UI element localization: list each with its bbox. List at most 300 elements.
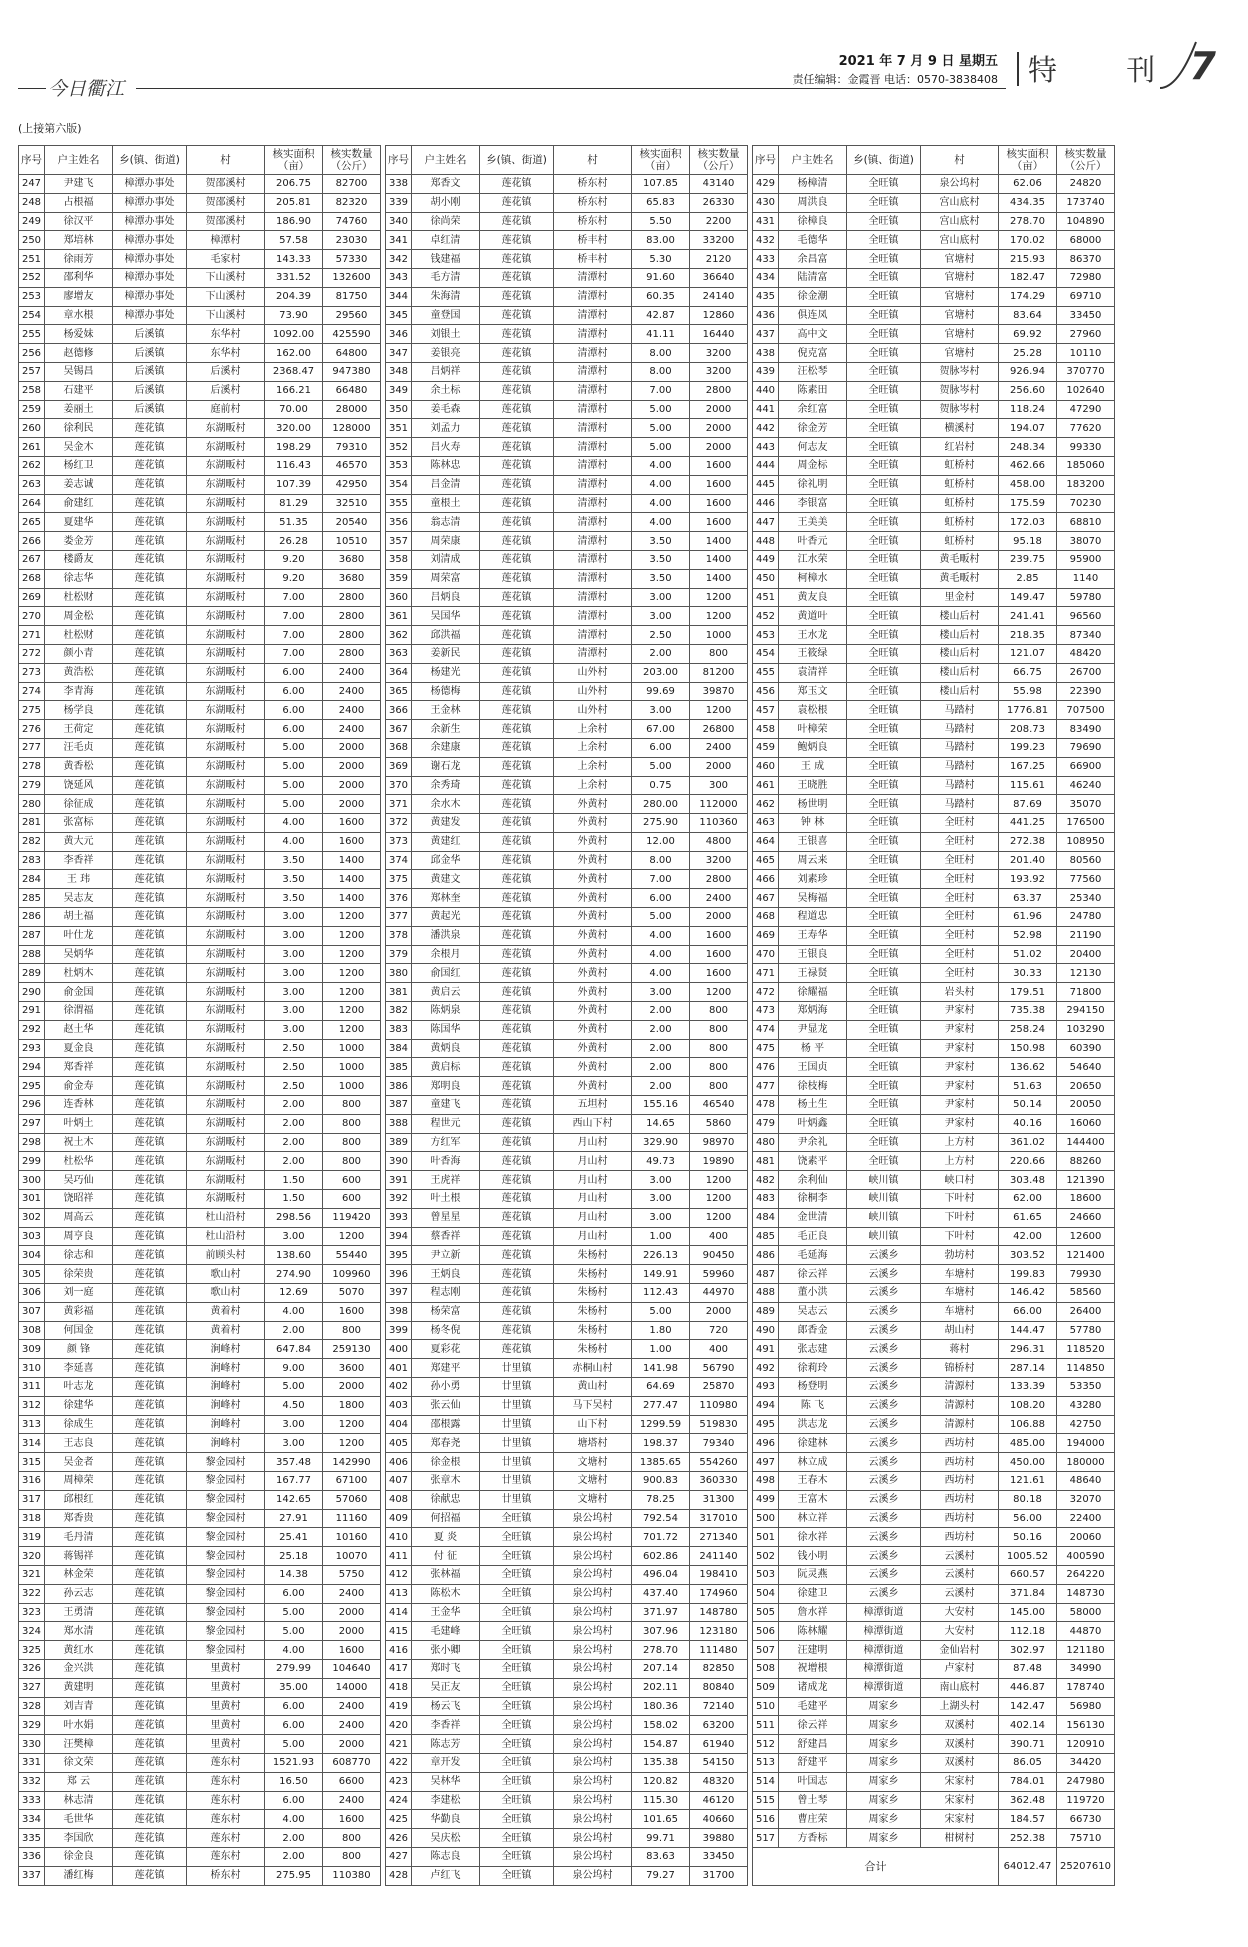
verified-quantity: 48420 bbox=[1057, 644, 1115, 663]
verified-area: 320.00 bbox=[265, 419, 323, 438]
verified-quantity: 6600 bbox=[323, 1772, 381, 1791]
verified-area: 485.00 bbox=[999, 1434, 1057, 1453]
verified-quantity: 3200 bbox=[690, 344, 748, 363]
household-head: 张林福 bbox=[412, 1565, 480, 1584]
township: 莲花镇 bbox=[480, 626, 554, 645]
household-head: 林立成 bbox=[779, 1453, 847, 1472]
village: 东湖畈村 bbox=[187, 1096, 265, 1115]
township: 莲花镇 bbox=[480, 926, 554, 945]
row-number: 494 bbox=[753, 1396, 779, 1415]
village: 涧峰村 bbox=[187, 1396, 265, 1415]
table-row bbox=[19, 325, 381, 344]
household-head: 郑水清 bbox=[45, 1622, 113, 1641]
village: 泉公坞村 bbox=[554, 1810, 632, 1829]
verified-quantity: 2800 bbox=[690, 870, 748, 889]
village: 全旺村 bbox=[921, 814, 999, 833]
table-row bbox=[19, 1847, 381, 1866]
township: 莲花镇 bbox=[113, 1190, 187, 1209]
verified-quantity: 2400 bbox=[323, 701, 381, 720]
village: 楼山后村 bbox=[921, 626, 999, 645]
verified-area: 6.00 bbox=[265, 1716, 323, 1735]
table-row bbox=[19, 287, 381, 306]
verified-area: 3.00 bbox=[632, 607, 690, 626]
row-number: 286 bbox=[19, 908, 45, 927]
table-row bbox=[753, 1603, 1115, 1622]
subsidy-table-3 bbox=[752, 145, 1115, 1886]
township: 莲花镇 bbox=[113, 1716, 187, 1735]
township: 莲花镇 bbox=[480, 588, 554, 607]
village: 莲东村 bbox=[187, 1753, 265, 1772]
household-head: 林金荣 bbox=[45, 1565, 113, 1584]
table-row bbox=[386, 1735, 748, 1754]
verified-area: 2.00 bbox=[632, 1039, 690, 1058]
table-row bbox=[753, 1246, 1115, 1265]
village: 勃坊村 bbox=[921, 1246, 999, 1265]
verified-quantity: 70230 bbox=[1057, 494, 1115, 513]
table-row bbox=[386, 1584, 748, 1603]
table-row bbox=[753, 550, 1115, 569]
verified-area: 6.00 bbox=[265, 1791, 323, 1810]
verified-area: 2.50 bbox=[265, 1058, 323, 1077]
household-head: 尹余礼 bbox=[779, 1133, 847, 1152]
household-head: 汪毛贞 bbox=[45, 738, 113, 757]
township: 莲花镇 bbox=[113, 626, 187, 645]
row-number: 394 bbox=[386, 1227, 412, 1246]
verified-quantity: 720 bbox=[690, 1321, 748, 1340]
verified-area: 66.00 bbox=[999, 1302, 1057, 1321]
verified-quantity: 27960 bbox=[1057, 325, 1115, 344]
household-head: 郑 云 bbox=[45, 1772, 113, 1791]
village: 泉公坞村 bbox=[554, 1772, 632, 1791]
township: 莲花镇 bbox=[480, 983, 554, 1002]
village: 清潭村 bbox=[554, 306, 632, 325]
verified-area: 792.54 bbox=[632, 1509, 690, 1528]
township: 全旺镇 bbox=[480, 1622, 554, 1641]
verified-area: 61.96 bbox=[999, 908, 1057, 927]
verified-area: 5.30 bbox=[632, 250, 690, 269]
row-number: 378 bbox=[386, 926, 412, 945]
township: 莲花镇 bbox=[480, 738, 554, 757]
verified-quantity: 121400 bbox=[1057, 1246, 1115, 1265]
verified-quantity: 55440 bbox=[323, 1246, 381, 1265]
household-head: 吴林华 bbox=[412, 1772, 480, 1791]
village: 东湖畈村 bbox=[187, 1020, 265, 1039]
row-number: 357 bbox=[386, 532, 412, 551]
village: 月山村 bbox=[554, 1152, 632, 1171]
verified-area: 462.66 bbox=[999, 456, 1057, 475]
township: 樟潭街道 bbox=[847, 1622, 921, 1641]
household-head: 洪志龙 bbox=[779, 1415, 847, 1434]
household-head: 郑炳海 bbox=[779, 1002, 847, 1021]
village: 东湖畈村 bbox=[187, 438, 265, 457]
household-head: 王虎祥 bbox=[412, 1171, 480, 1190]
township: 全旺镇 bbox=[847, 607, 921, 626]
township: 廿里镇 bbox=[480, 1471, 554, 1490]
column-header: 核实数量（公斤） bbox=[690, 146, 748, 175]
row-number: 321 bbox=[19, 1565, 45, 1584]
township: 莲花镇 bbox=[113, 983, 187, 1002]
village: 东湖畈村 bbox=[187, 1133, 265, 1152]
table-row bbox=[386, 607, 748, 626]
row-number: 454 bbox=[753, 644, 779, 663]
verified-quantity: 3600 bbox=[323, 1359, 381, 1378]
column-header: 村 bbox=[921, 146, 999, 175]
row-number: 382 bbox=[386, 1002, 412, 1021]
village: 黎金园村 bbox=[187, 1528, 265, 1547]
row-number: 268 bbox=[19, 569, 45, 588]
township: 全旺镇 bbox=[847, 400, 921, 419]
township: 莲花镇 bbox=[113, 588, 187, 607]
household-head: 朱海清 bbox=[412, 287, 480, 306]
verified-area: 2.00 bbox=[632, 1020, 690, 1039]
township: 全旺镇 bbox=[847, 325, 921, 344]
household-head: 余秀琦 bbox=[412, 776, 480, 795]
table-row bbox=[753, 362, 1115, 381]
village: 大安村 bbox=[921, 1603, 999, 1622]
village: 黄山村 bbox=[554, 1378, 632, 1397]
household-head: 颜 锋 bbox=[45, 1340, 113, 1359]
verified-quantity: 2000 bbox=[323, 757, 381, 776]
household-head: 邱金华 bbox=[412, 851, 480, 870]
table-row bbox=[19, 1133, 381, 1152]
township: 莲花镇 bbox=[480, 1171, 554, 1190]
verified-quantity: 40660 bbox=[690, 1810, 748, 1829]
table-row bbox=[19, 1171, 381, 1190]
table-row bbox=[19, 1772, 381, 1791]
township: 莲花镇 bbox=[480, 532, 554, 551]
household-head: 程志刚 bbox=[412, 1284, 480, 1303]
verified-area: 4.00 bbox=[265, 814, 323, 833]
row-number: 326 bbox=[19, 1659, 45, 1678]
township: 全旺镇 bbox=[847, 1058, 921, 1077]
village: 西坊村 bbox=[921, 1471, 999, 1490]
verified-quantity: 1600 bbox=[323, 1641, 381, 1660]
verified-quantity: 42950 bbox=[323, 475, 381, 494]
verified-area: 5.00 bbox=[632, 908, 690, 927]
verified-area: 215.93 bbox=[999, 250, 1057, 269]
township: 云溪乡 bbox=[847, 1490, 921, 1509]
verified-quantity: 3200 bbox=[690, 851, 748, 870]
village: 峡口村 bbox=[921, 1171, 999, 1190]
table-row bbox=[386, 1340, 748, 1359]
township: 莲花镇 bbox=[480, 757, 554, 776]
township: 莲花镇 bbox=[113, 1246, 187, 1265]
township: 莲花镇 bbox=[480, 550, 554, 569]
village: 东湖畈村 bbox=[187, 832, 265, 851]
household-head: 曾土琴 bbox=[779, 1791, 847, 1810]
village: 泉公坞村 bbox=[554, 1565, 632, 1584]
row-number: 361 bbox=[386, 607, 412, 626]
row-number: 305 bbox=[19, 1265, 45, 1284]
verified-area: 203.00 bbox=[632, 663, 690, 682]
verified-quantity: 33450 bbox=[1057, 306, 1115, 325]
row-number: 322 bbox=[19, 1584, 45, 1603]
township: 云溪乡 bbox=[847, 1415, 921, 1434]
verified-area: 175.59 bbox=[999, 494, 1057, 513]
village: 黎金园村 bbox=[187, 1641, 265, 1660]
household-head: 徐金潮 bbox=[779, 287, 847, 306]
table-row bbox=[386, 1359, 748, 1378]
row-number: 466 bbox=[753, 870, 779, 889]
row-number: 346 bbox=[386, 325, 412, 344]
verified-quantity: 425590 bbox=[323, 325, 381, 344]
verified-area: 446.87 bbox=[999, 1678, 1057, 1697]
verified-quantity: 95900 bbox=[1057, 550, 1115, 569]
household-head: 陈炳泉 bbox=[412, 1002, 480, 1021]
row-number: 451 bbox=[753, 588, 779, 607]
table-row bbox=[386, 889, 748, 908]
village: 清潭村 bbox=[554, 569, 632, 588]
village: 五坦村 bbox=[554, 1096, 632, 1115]
village: 泉公坞村 bbox=[554, 1547, 632, 1566]
table-row bbox=[19, 889, 381, 908]
row-number: 423 bbox=[386, 1772, 412, 1791]
household-head: 郑香贵 bbox=[45, 1509, 113, 1528]
row-number: 323 bbox=[19, 1603, 45, 1622]
verified-quantity: 144400 bbox=[1057, 1133, 1115, 1152]
township: 全旺镇 bbox=[480, 1772, 554, 1791]
village: 尹家村 bbox=[921, 1020, 999, 1039]
table-row bbox=[19, 1565, 381, 1584]
verified-quantity: 271340 bbox=[690, 1528, 748, 1547]
row-number: 273 bbox=[19, 663, 45, 682]
verified-quantity: 1400 bbox=[323, 851, 381, 870]
township: 全旺镇 bbox=[480, 1716, 554, 1735]
verified-area: 278.70 bbox=[632, 1641, 690, 1660]
row-number: 280 bbox=[19, 795, 45, 814]
household-head: 徐建华 bbox=[45, 1396, 113, 1415]
verified-quantity: 600 bbox=[323, 1171, 381, 1190]
row-number: 289 bbox=[19, 964, 45, 983]
verified-area: 12.00 bbox=[632, 832, 690, 851]
township: 莲花镇 bbox=[113, 1077, 187, 1096]
township: 全旺镇 bbox=[847, 532, 921, 551]
township: 云溪乡 bbox=[847, 1434, 921, 1453]
village: 泉公坞村 bbox=[554, 1641, 632, 1660]
township: 峡川镇 bbox=[847, 1190, 921, 1209]
verified-quantity: 2000 bbox=[690, 400, 748, 419]
table-row bbox=[386, 1415, 748, 1434]
household-head: 黄建红 bbox=[412, 832, 480, 851]
township: 莲花镇 bbox=[113, 1847, 187, 1866]
verified-area: 302.97 bbox=[999, 1641, 1057, 1660]
verified-area: 1.00 bbox=[632, 1227, 690, 1246]
row-number: 254 bbox=[19, 306, 45, 325]
township: 廿里镇 bbox=[480, 1490, 554, 1509]
verified-area: 172.03 bbox=[999, 513, 1057, 532]
table-row bbox=[386, 644, 748, 663]
household-head: 余水木 bbox=[412, 795, 480, 814]
verified-area: 3.00 bbox=[265, 1415, 323, 1434]
verified-quantity: 59960 bbox=[690, 1265, 748, 1284]
village: 朱杨村 bbox=[554, 1321, 632, 1340]
row-number: 247 bbox=[19, 175, 45, 194]
table-header-row bbox=[19, 146, 381, 175]
row-number: 299 bbox=[19, 1152, 45, 1171]
verified-area: 204.39 bbox=[265, 287, 323, 306]
household-head: 刘吉青 bbox=[45, 1697, 113, 1716]
verified-quantity: 1400 bbox=[690, 569, 748, 588]
village: 桥丰村 bbox=[554, 231, 632, 250]
village: 里黄村 bbox=[187, 1716, 265, 1735]
verified-quantity: 2400 bbox=[323, 1791, 381, 1810]
verified-quantity: 119420 bbox=[323, 1208, 381, 1227]
row-number: 516 bbox=[753, 1810, 779, 1829]
household-head: 叶炳土 bbox=[45, 1114, 113, 1133]
household-head: 饶延风 bbox=[45, 776, 113, 795]
household-head: 王禄贤 bbox=[779, 964, 847, 983]
township: 峡川镇 bbox=[847, 1208, 921, 1227]
row-number: 483 bbox=[753, 1190, 779, 1209]
row-number: 455 bbox=[753, 663, 779, 682]
township: 云溪乡 bbox=[847, 1509, 921, 1528]
table-row bbox=[386, 776, 748, 795]
verified-area: 3.00 bbox=[632, 1208, 690, 1227]
household-head: 祝土木 bbox=[45, 1133, 113, 1152]
verified-area: 226.13 bbox=[632, 1246, 690, 1265]
household-head: 杨 平 bbox=[779, 1039, 847, 1058]
village: 下叶村 bbox=[921, 1190, 999, 1209]
village: 马踏村 bbox=[921, 795, 999, 814]
household-head: 俞建红 bbox=[45, 494, 113, 513]
subsidy-table-2 bbox=[385, 145, 748, 1886]
household-head: 黄大元 bbox=[45, 832, 113, 851]
table-row bbox=[19, 1829, 381, 1848]
table-row bbox=[19, 1659, 381, 1678]
table-row bbox=[19, 381, 381, 400]
household-head: 张小卿 bbox=[412, 1641, 480, 1660]
verified-area: 3.50 bbox=[632, 550, 690, 569]
township: 樟潭办事处 bbox=[113, 231, 187, 250]
verified-quantity: 57780 bbox=[1057, 1321, 1115, 1340]
township: 莲花镇 bbox=[480, 513, 554, 532]
verified-quantity: 1000 bbox=[323, 1039, 381, 1058]
row-number: 262 bbox=[19, 456, 45, 475]
row-number: 339 bbox=[386, 193, 412, 212]
village: 车塘村 bbox=[921, 1302, 999, 1321]
village: 清潭村 bbox=[554, 475, 632, 494]
township: 莲花镇 bbox=[113, 1002, 187, 1021]
village: 后溪村 bbox=[187, 362, 265, 381]
row-number: 401 bbox=[386, 1359, 412, 1378]
row-number: 282 bbox=[19, 832, 45, 851]
row-number: 512 bbox=[753, 1735, 779, 1754]
township: 周家乡 bbox=[847, 1735, 921, 1754]
household-head: 余利仙 bbox=[779, 1171, 847, 1190]
township: 莲花镇 bbox=[480, 325, 554, 344]
table-row bbox=[19, 569, 381, 588]
verified-quantity: 1200 bbox=[323, 1415, 381, 1434]
township: 莲花镇 bbox=[113, 1772, 187, 1791]
township: 廿里镇 bbox=[480, 1415, 554, 1434]
township: 莲花镇 bbox=[480, 870, 554, 889]
household-head: 李建松 bbox=[412, 1791, 480, 1810]
household-head: 蔡香祥 bbox=[412, 1227, 480, 1246]
verified-quantity: 46540 bbox=[690, 1096, 748, 1115]
table-row bbox=[386, 1020, 748, 1039]
verified-area: 42.00 bbox=[999, 1227, 1057, 1246]
verified-quantity: 66900 bbox=[1057, 757, 1115, 776]
verified-quantity: 114850 bbox=[1057, 1359, 1115, 1378]
row-number: 313 bbox=[19, 1415, 45, 1434]
village: 楼山后村 bbox=[921, 607, 999, 626]
village: 赤桐山村 bbox=[554, 1359, 632, 1378]
village: 外黄村 bbox=[554, 1058, 632, 1077]
village: 泉公坞村 bbox=[554, 1509, 632, 1528]
village: 黄着村 bbox=[187, 1321, 265, 1340]
village: 东湖畈村 bbox=[187, 494, 265, 513]
household-head: 叶土根 bbox=[412, 1190, 480, 1209]
village: 东湖畈村 bbox=[187, 663, 265, 682]
verified-area: 784.01 bbox=[999, 1772, 1057, 1791]
row-number: 488 bbox=[753, 1284, 779, 1303]
row-number: 443 bbox=[753, 438, 779, 457]
township: 全旺镇 bbox=[847, 1002, 921, 1021]
household-head: 刘一庭 bbox=[45, 1284, 113, 1303]
verified-area: 120.82 bbox=[632, 1772, 690, 1791]
village: 朱杨村 bbox=[554, 1302, 632, 1321]
verified-area: 112.43 bbox=[632, 1284, 690, 1303]
table-row bbox=[19, 400, 381, 419]
verified-quantity: 132600 bbox=[323, 268, 381, 287]
row-number: 410 bbox=[386, 1528, 412, 1547]
village: 清潭村 bbox=[554, 287, 632, 306]
township: 云溪乡 bbox=[847, 1378, 921, 1397]
household-head: 黄启标 bbox=[412, 1058, 480, 1077]
table-row bbox=[753, 795, 1115, 814]
row-number: 367 bbox=[386, 720, 412, 739]
verified-quantity: 1600 bbox=[690, 964, 748, 983]
village: 宋家村 bbox=[921, 1791, 999, 1810]
verified-quantity: 36640 bbox=[690, 268, 748, 287]
row-number: 444 bbox=[753, 456, 779, 475]
table-row bbox=[753, 494, 1115, 513]
table-row bbox=[19, 456, 381, 475]
row-number: 462 bbox=[753, 795, 779, 814]
table-row bbox=[386, 325, 748, 344]
verified-area: 57.58 bbox=[265, 231, 323, 250]
township: 樟潭办事处 bbox=[113, 306, 187, 325]
village: 云溪村 bbox=[921, 1547, 999, 1566]
verified-quantity: 2000 bbox=[690, 438, 748, 457]
verified-quantity: 66480 bbox=[323, 381, 381, 400]
household-head: 曹庄荣 bbox=[779, 1810, 847, 1829]
household-head: 郑建平 bbox=[412, 1359, 480, 1378]
household-head: 舒建昌 bbox=[779, 1735, 847, 1754]
verified-area: 207.14 bbox=[632, 1659, 690, 1678]
village: 莲东村 bbox=[187, 1772, 265, 1791]
verified-quantity: 56980 bbox=[1057, 1697, 1115, 1716]
village: 上方村 bbox=[921, 1133, 999, 1152]
row-number: 338 bbox=[386, 175, 412, 194]
township: 全旺镇 bbox=[847, 1039, 921, 1058]
verified-quantity: 2000 bbox=[690, 757, 748, 776]
verified-quantity: 12130 bbox=[1057, 964, 1115, 983]
table-row bbox=[753, 1490, 1115, 1509]
village: 清潭村 bbox=[554, 588, 632, 607]
village: 东湖畈村 bbox=[187, 720, 265, 739]
village: 西坊村 bbox=[921, 1490, 999, 1509]
verified-area: 3.50 bbox=[632, 569, 690, 588]
table-row bbox=[386, 381, 748, 400]
verified-quantity: 185060 bbox=[1057, 456, 1115, 475]
household-head: 王国贞 bbox=[779, 1058, 847, 1077]
verified-area: 170.02 bbox=[999, 231, 1057, 250]
row-number: 328 bbox=[19, 1697, 45, 1716]
row-number: 372 bbox=[386, 814, 412, 833]
row-number: 343 bbox=[386, 268, 412, 287]
row-number: 391 bbox=[386, 1171, 412, 1190]
